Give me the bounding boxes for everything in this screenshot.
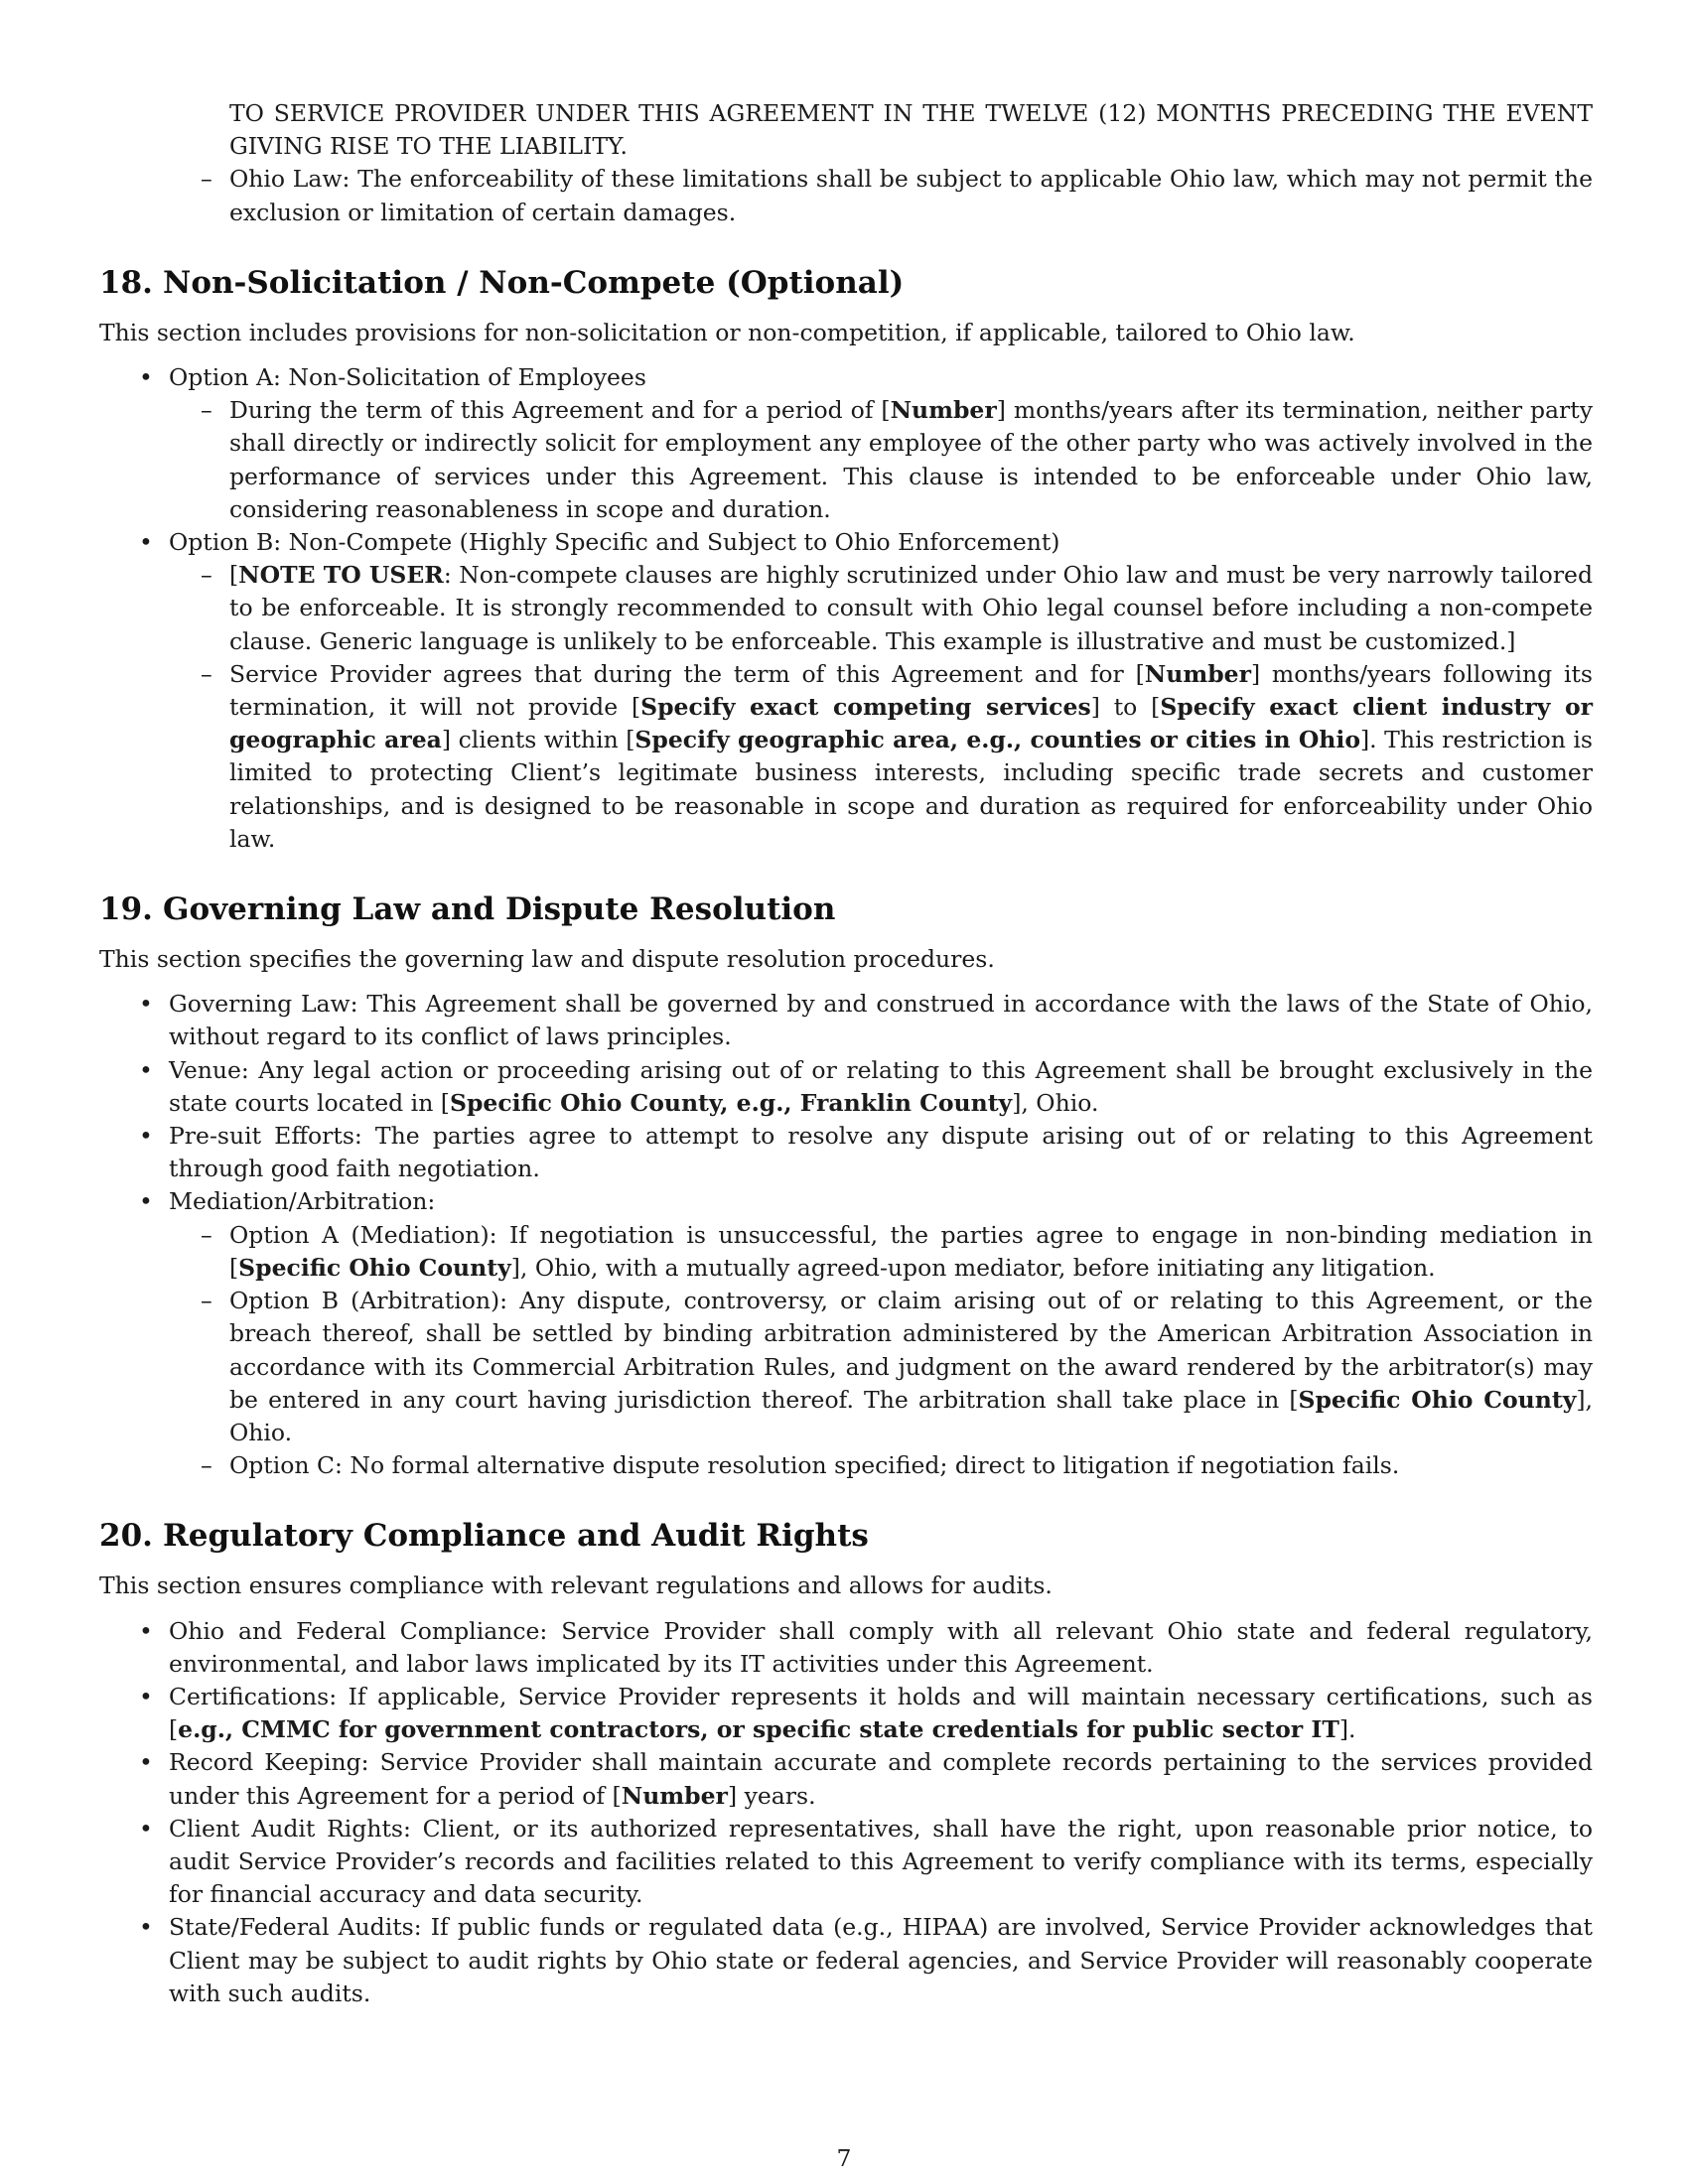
list-item: – During the term of this Agreement and for a period of [Number] months/years after its termination, neither party shall directly or indirectly solicit for employment any employee of the other party who was actively involved in the performance of services under this Agreement. This clause is intended to be enforceable under Ohio law, considering reasonableness in scope and duration. [169,394,1593,526]
list-item: • Option A: Non-Solicitation of Employees – During the term of this Agreement and for a period of [Number] months/years after its termination, neither party shall directly or indirectly solicit for employment any employee of the other party who was actively involved in the performance of services under this Agreement. This clause is intended to be enforceable under Ohio law, considering reasonableness in scope and duration. [99,361,1593,526]
list-item: – Ohio Law: The enforceability of these limitations shall be subject to applicable Ohio law, which may not permit the exclusion or limitation of certain damages. [99,163,1593,228]
section-heading-18: 18. Non-Solicitation / Non-Compete (Optional) [99,264,905,301]
list-item: – Option B (Arbitration): Any dispute, controversy, or claim arising out of or relating to this Agreement, or the breach thereof, shall be settled by binding arbitration administered by the American Arbitration Association in accordance with its Commercial Arbitration Rules, and judgment on the award rendered by the arbitrator(s) may be entered in any court having jurisdiction thereof. The arbitration shall take place in [Specific Ohio County], Ohio. [169,1285,1593,1449]
list-item: • Mediation/Arbitration: – Option A (Mediation): If negotiation is unsuccessful, the parties agree to engage in non-binding mediation in [Specific Ohio County], Ohio, with a mutually agreed-upon mediator, before initiating any litigation. – Option B (Arbitration): Any dispute, controversy, or claim arising out of or relating to this Agreement, or the breach thereof, shall be settled by binding arbitration administered by the American Arbitration Association in accordance with its Commercial Arbitration Rules, and judgment on the award rendered by the arbitrator(s) may be entered in any court having jurisdiction thereof. The arbitration shall take place in [Specific Ohio County], Ohio. – Option C: No formal alternative dispute resolution specified; direct to litigation if negotiation fails. [99,1185,1593,1482]
list-item: – Option A (Mediation): If negotiation is unsuccessful, the parties agree to engage in non-binding mediation in [Specific Ohio County], Ohio, with a mutually agreed-upon mediator, before initiating any litigation. [169,1219,1593,1285]
section-intro: This section specifies the governing law and dispute resolution procedures. [99,945,995,974]
list-item: • Pre-suit Efforts: The parties agree to attempt to resolve any dispute arising out of or relating to this Agreement through good faith negotiation. [99,1120,1593,1185]
document-page [99,97,1593,2010]
carryover-text: TO SERVICE PROVIDER UNDER THIS AGREEMENT IN THE TWELVE (12) MONTHS PRECEDING THE EVENT GIVING RISE TO THE LIABILITY. [229,99,1593,161]
section-19-list [99,988,1593,1482]
list-item: • Option B: Non-Compete (Highly Specific and Subject to Ohio Enforcement) – [NOTE TO USER: Non-compete clauses are highly scrutinized under Ohio law and must be very narrowly tailored to be enforceable. It is strongly recommended to consult with Ohio legal counsel before including a non-compete clause. Generic language is unlikely to be enforceable. This example is illustrative and must be customized.] – Service Provider agrees that during the term of this Agreement and for [Number] months/years following its termination, it will not provide [Specify exact competing services] to [Specify exact client industry or geographic area] clients within [Specify geographic area, e.g., counties or cities in Ohio]. This restriction is limited to protecting Client’s legitimate business interests, including specific trade secrets and customer relationships, and is designed to be reasonable in scope and duration as required for enforceability under Ohio law. [99,526,1593,856]
list-item: • Ohio and Federal Compliance: Service Provider shall comply with all relevant Ohio state and federal regulatory, environmental, and labor laws implicated by its IT activities under this Agreement. [99,1615,1593,1681]
section-18-list [99,361,1593,856]
list-item: – Option C: No formal alternative dispute resolution specified; direct to litigation if negotiation fails. [169,1449,1593,1482]
page-number: 7 [836,2144,852,2172]
section-heading-20: 20. Regulatory Compliance and Audit Rights [99,1518,869,1555]
section-intro: This section includes provisions for non-solicitation or non-competition, if applicable, tailored to Ohio law. [99,318,1355,346]
carryover-list [99,97,1593,229]
list-item: • Governing Law: This Agreement shall be governed by and construed in accordance with the laws of the State of Ohio, without regard to its conflict of laws principles. [99,988,1593,1053]
list-item: – Service Provider agrees that during the term of this Agreement and for [Number] months/years following its termination, it will not provide [Specify exact competing services] to [Specify exact client industry or geographic area] clients within [Specify geographic area, e.g., counties or cities in Ohio]. This restriction is limited to protecting Client’s legitimate business interests, including specific trade secrets and customer relationships, and is designed to be reasonable in scope and duration as required for enforceability under Ohio law. [169,658,1593,856]
list-item: • Client Audit Rights: Client, or its authorized representatives, shall have the right, upon reasonable prior notice, to audit Service Provider’s records and facilities related to this Agreement to verify compliance with its terms, especially for financial accuracy and data security. [99,1813,1593,1912]
section-intro: This section ensures compliance with relevant regulations and allows for audits. [99,1571,1053,1600]
section-20-list [99,1615,1593,2010]
section-heading-19: 19. Governing Law and Dispute Resolution [99,891,836,928]
list-item: • Record Keeping: Service Provider shall maintain accurate and complete records pertaining to the services provided under this Agreement for a period of [Number] years. [99,1746,1593,1812]
list-item: • State/Federal Audits: If public funds or regulated data (e.g., HIPAA) are involved, Service Provider acknowledges that Client may be subject to audit rights by Ohio state or federal agencies, and Service Provider will reasonably cooperate with such audits. [99,1911,1593,2010]
list-item: • Venue: Any legal action or proceeding arising out of or relating to this Agreement shall be brought exclusively in the state courts located in [Specific Ohio County, e.g., Franklin County], Ohio. [99,1054,1593,1120]
list-item: • Certifications: If applicable, Service Provider represents it holds and will maintain necessary certifications, such as [e.g., CMMC for government contractors, or specific state credentials for public sector IT]. [99,1681,1593,1746]
list-item: – [NOTE TO USER: Non-compete clauses are highly scrutinized under Ohio law and must be very narrowly tailored to be enforceable. It is strongly recommended to consult with Ohio legal counsel before including a non-compete clause. Generic language is unlikely to be enforceable. This example is illustrative and must be customized.] [169,559,1593,658]
